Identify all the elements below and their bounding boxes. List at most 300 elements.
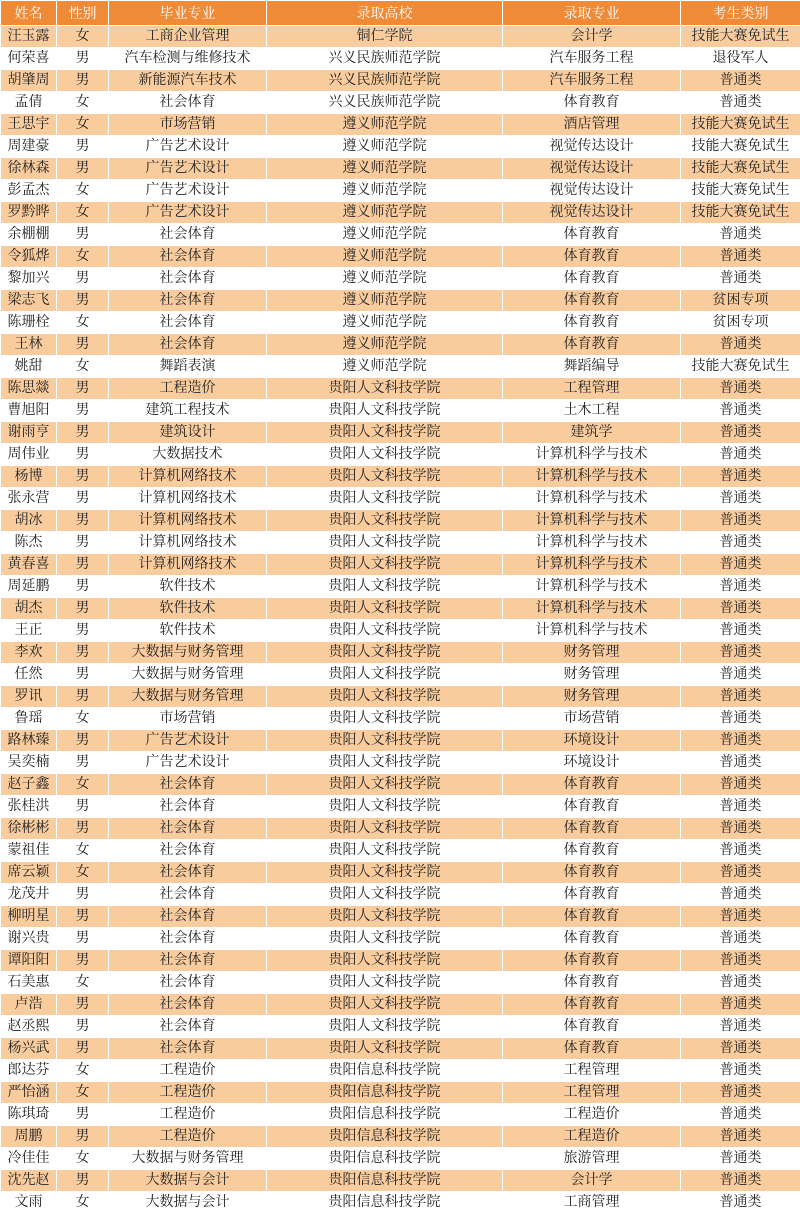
cell-admitted-major: 舞蹈编导 (503, 356, 681, 378)
cell-name: 沈先赵 (1, 1170, 57, 1192)
table-row (1, 1060, 800, 1082)
cell-admitted-major: 视觉传达设计 (503, 136, 681, 158)
cell-admitted-university: 遵义师范学院 (267, 202, 503, 224)
cell-candidate-category: 普通类 (681, 884, 800, 906)
cell-admitted-university: 贵阳人文科技学院 (267, 422, 503, 444)
cell-candidate-category: 普通类 (681, 906, 800, 928)
table-row (1, 400, 800, 422)
cell-graduation-major: 市场营销 (109, 114, 267, 136)
cell-name: 严怡涵 (1, 1082, 57, 1104)
cell-candidate-category: 普通类 (681, 950, 800, 972)
cell-graduation-major: 计算机网络技术 (109, 510, 267, 532)
cell-admitted-university: 贵阳人文科技学院 (267, 1016, 503, 1038)
cell-admitted-university: 遵义师范学院 (267, 224, 503, 246)
cell-admitted-university: 贵阳人文科技学院 (267, 620, 503, 642)
cell-admitted-university: 遵义师范学院 (267, 114, 503, 136)
cell-candidate-category: 技能大赛免试生 (681, 114, 800, 136)
cell-gender: 女 (57, 862, 109, 884)
cell-admitted-major: 工商管理 (503, 1192, 681, 1214)
cell-admitted-major: 计算机科学与技术 (503, 444, 681, 466)
cell-admitted-university: 贵阳人文科技学院 (267, 466, 503, 488)
header-row (1, 1, 800, 26)
cell-admitted-major: 体育教育 (503, 972, 681, 994)
cell-admitted-major: 会计学 (503, 1170, 681, 1192)
cell-admitted-university: 遵义师范学院 (267, 136, 503, 158)
table-row (1, 972, 800, 994)
cell-graduation-major: 社会体育 (109, 906, 267, 928)
cell-graduation-major: 社会体育 (109, 774, 267, 796)
cell-name: 文雨 (1, 1192, 57, 1214)
cell-candidate-category: 普通类 (681, 466, 800, 488)
table-row (1, 488, 800, 510)
cell-name: 周建豪 (1, 136, 57, 158)
cell-gender: 男 (57, 554, 109, 576)
cell-gender: 男 (57, 466, 109, 488)
cell-admitted-university: 贵阳人文科技学院 (267, 708, 503, 730)
cell-name: 胡肇周 (1, 70, 57, 92)
cell-gender: 女 (57, 26, 109, 48)
cell-admitted-university: 遵义师范学院 (267, 312, 503, 334)
cell-admitted-university: 贵阳人文科技学院 (267, 378, 503, 400)
cell-graduation-major: 计算机网络技术 (109, 488, 267, 510)
cell-admitted-major: 体育教育 (503, 312, 681, 334)
cell-gender: 男 (57, 620, 109, 642)
cell-admitted-university: 贵阳人文科技学院 (267, 400, 503, 422)
cell-graduation-major: 新能源汽车技术 (109, 70, 267, 92)
cell-admitted-major: 财务管理 (503, 664, 681, 686)
cell-graduation-major: 建筑工程技术 (109, 400, 267, 422)
cell-admitted-major: 工程管理 (503, 1082, 681, 1104)
cell-candidate-category: 普通类 (681, 752, 800, 774)
cell-name: 龙茂井 (1, 884, 57, 906)
table-row (1, 884, 800, 906)
cell-admitted-major: 旅游管理 (503, 1148, 681, 1170)
cell-graduation-major: 大数据与财务管理 (109, 664, 267, 686)
cell-admitted-major: 视觉传达设计 (503, 180, 681, 202)
table-row (1, 620, 800, 642)
cell-name: 柳明星 (1, 906, 57, 928)
cell-candidate-category: 普通类 (681, 246, 800, 268)
table-row (1, 1126, 800, 1148)
cell-name: 何荣喜 (1, 48, 57, 70)
cell-graduation-major: 广告艺术设计 (109, 202, 267, 224)
cell-admitted-university: 贵阳人文科技学院 (267, 818, 503, 840)
cell-admitted-major: 建筑学 (503, 422, 681, 444)
cell-candidate-category: 普通类 (681, 774, 800, 796)
cell-gender: 女 (57, 1192, 109, 1214)
header-admitted-major: 录取专业 (503, 1, 681, 26)
header-name: 姓名 (1, 1, 57, 26)
cell-name: 陈杰 (1, 532, 57, 554)
cell-admitted-major: 计算机科学与技术 (503, 466, 681, 488)
table-row (1, 422, 800, 444)
cell-admitted-university: 贵阳人文科技学院 (267, 664, 503, 686)
cell-admitted-major: 计算机科学与技术 (503, 576, 681, 598)
cell-graduation-major: 广告艺术设计 (109, 180, 267, 202)
cell-name: 王林 (1, 334, 57, 356)
cell-graduation-major: 工程造价 (109, 1082, 267, 1104)
cell-name: 梁志飞 (1, 290, 57, 312)
cell-candidate-category: 普通类 (681, 928, 800, 950)
cell-candidate-category: 普通类 (681, 422, 800, 444)
cell-gender: 男 (57, 906, 109, 928)
cell-candidate-category: 普通类 (681, 994, 800, 1016)
cell-admitted-university: 贵阳人文科技学院 (267, 642, 503, 664)
cell-name: 郎达芬 (1, 1060, 57, 1082)
cell-graduation-major: 建筑设计 (109, 422, 267, 444)
cell-graduation-major: 工程造价 (109, 1060, 267, 1082)
cell-admitted-university: 贵阳人文科技学院 (267, 532, 503, 554)
table-row (1, 356, 800, 378)
cell-candidate-category: 普通类 (681, 70, 800, 92)
cell-gender: 男 (57, 1104, 109, 1126)
cell-name: 姚甜 (1, 356, 57, 378)
cell-admitted-university: 贵阳信息科技学院 (267, 1126, 503, 1148)
table-row (1, 510, 800, 532)
cell-gender: 男 (57, 576, 109, 598)
cell-gender: 男 (57, 598, 109, 620)
cell-admitted-major: 计算机科学与技术 (503, 554, 681, 576)
cell-graduation-major: 社会体育 (109, 950, 267, 972)
cell-candidate-category: 普通类 (681, 862, 800, 884)
cell-graduation-major: 大数据与财务管理 (109, 642, 267, 664)
cell-gender: 女 (57, 1060, 109, 1082)
table-body (1, 26, 800, 1214)
cell-admitted-university: 贵阳人文科技学院 (267, 972, 503, 994)
cell-gender: 男 (57, 928, 109, 950)
cell-candidate-category: 普通类 (681, 510, 800, 532)
cell-admitted-university: 贵阳人文科技学院 (267, 598, 503, 620)
header-gender: 性别 (57, 1, 109, 26)
table-row (1, 576, 800, 598)
cell-admitted-major: 工程管理 (503, 378, 681, 400)
table-row (1, 840, 800, 862)
cell-admitted-major: 计算机科学与技术 (503, 488, 681, 510)
cell-candidate-category: 普通类 (681, 576, 800, 598)
cell-admitted-major: 体育教育 (503, 884, 681, 906)
cell-gender: 女 (57, 180, 109, 202)
cell-candidate-category: 普通类 (681, 1170, 800, 1192)
cell-admitted-major: 体育教育 (503, 92, 681, 114)
cell-gender: 男 (57, 752, 109, 774)
cell-name: 杨兴武 (1, 1038, 57, 1060)
table-row (1, 752, 800, 774)
cell-admitted-university: 贵阳人文科技学院 (267, 1038, 503, 1060)
cell-gender: 男 (57, 290, 109, 312)
cell-candidate-category: 普通类 (681, 730, 800, 752)
cell-graduation-major: 计算机网络技术 (109, 532, 267, 554)
cell-graduation-major: 大数据与财务管理 (109, 686, 267, 708)
cell-admitted-university: 遵义师范学院 (267, 290, 503, 312)
cell-candidate-category: 技能大赛免试生 (681, 158, 800, 180)
table-header (1, 1, 800, 26)
cell-name: 任然 (1, 664, 57, 686)
cell-name: 彭孟杰 (1, 180, 57, 202)
table-row (1, 70, 800, 92)
table-row (1, 664, 800, 686)
cell-gender: 女 (57, 356, 109, 378)
table-row (1, 862, 800, 884)
cell-candidate-category: 普通类 (681, 972, 800, 994)
cell-candidate-category: 贫困专项 (681, 290, 800, 312)
cell-candidate-category: 普通类 (681, 334, 800, 356)
header-admitted-university: 录取高校 (267, 1, 503, 26)
table-row (1, 466, 800, 488)
cell-graduation-major: 软件技术 (109, 576, 267, 598)
cell-gender: 男 (57, 1038, 109, 1060)
cell-candidate-category: 退役军人 (681, 48, 800, 70)
cell-name: 杨博 (1, 466, 57, 488)
cell-admitted-university: 兴义民族师范学院 (267, 70, 503, 92)
cell-candidate-category: 普通类 (681, 444, 800, 466)
cell-admitted-university: 贵阳人文科技学院 (267, 928, 503, 950)
cell-candidate-category: 普通类 (681, 1060, 800, 1082)
cell-admitted-major: 会计学 (503, 26, 681, 48)
cell-name: 石美惠 (1, 972, 57, 994)
cell-admitted-university: 贵阳人文科技学院 (267, 884, 503, 906)
cell-admitted-major: 环境设计 (503, 752, 681, 774)
table-row (1, 114, 800, 136)
cell-admitted-major: 体育教育 (503, 290, 681, 312)
cell-gender: 女 (57, 840, 109, 862)
cell-gender: 女 (57, 1148, 109, 1170)
cell-admitted-university: 贵阳人文科技学院 (267, 554, 503, 576)
cell-graduation-major: 社会体育 (109, 246, 267, 268)
cell-candidate-category: 技能大赛免试生 (681, 136, 800, 158)
cell-graduation-major: 广告艺术设计 (109, 158, 267, 180)
cell-candidate-category: 普通类 (681, 598, 800, 620)
cell-graduation-major: 软件技术 (109, 598, 267, 620)
cell-admitted-major: 体育教育 (503, 774, 681, 796)
cell-candidate-category: 普通类 (681, 224, 800, 246)
cell-candidate-category: 贫困专项 (681, 312, 800, 334)
cell-name: 冷佳佳 (1, 1148, 57, 1170)
cell-admitted-major: 体育教育 (503, 950, 681, 972)
cell-gender: 男 (57, 664, 109, 686)
cell-gender: 男 (57, 334, 109, 356)
cell-graduation-major: 舞蹈表演 (109, 356, 267, 378)
cell-admitted-university: 贵阳人文科技学院 (267, 862, 503, 884)
cell-gender: 男 (57, 796, 109, 818)
cell-candidate-category: 普通类 (681, 1082, 800, 1104)
table-row (1, 686, 800, 708)
cell-name: 陈琪琦 (1, 1104, 57, 1126)
cell-gender: 男 (57, 730, 109, 752)
cell-name: 孟倩 (1, 92, 57, 114)
cell-candidate-category: 普通类 (681, 1126, 800, 1148)
cell-admitted-major: 体育教育 (503, 862, 681, 884)
cell-gender: 女 (57, 202, 109, 224)
table-row (1, 158, 800, 180)
cell-graduation-major: 大数据与财务管理 (109, 1148, 267, 1170)
cell-name: 席云颖 (1, 862, 57, 884)
cell-candidate-category: 普通类 (681, 708, 800, 730)
cell-graduation-major: 社会体育 (109, 268, 267, 290)
cell-name: 张桂洪 (1, 796, 57, 818)
cell-gender: 男 (57, 1126, 109, 1148)
cell-candidate-category: 技能大赛免试生 (681, 356, 800, 378)
cell-gender: 男 (57, 444, 109, 466)
cell-admitted-major: 体育教育 (503, 246, 681, 268)
header-candidate-category: 考生类别 (681, 1, 800, 26)
cell-admitted-major: 体育教育 (503, 994, 681, 1016)
cell-name: 路林臻 (1, 730, 57, 752)
cell-candidate-category: 普通类 (681, 1038, 800, 1060)
cell-admitted-major: 汽车服务工程 (503, 70, 681, 92)
cell-candidate-category: 普通类 (681, 92, 800, 114)
table-row (1, 26, 800, 48)
cell-gender: 女 (57, 774, 109, 796)
cell-candidate-category: 普通类 (681, 1148, 800, 1170)
cell-graduation-major: 社会体育 (109, 994, 267, 1016)
table-row (1, 378, 800, 400)
cell-candidate-category: 普通类 (681, 400, 800, 422)
table-row (1, 202, 800, 224)
cell-graduation-major: 大数据与会计 (109, 1192, 267, 1214)
cell-graduation-major: 社会体育 (109, 840, 267, 862)
cell-admitted-major: 体育教育 (503, 906, 681, 928)
cell-gender: 男 (57, 158, 109, 180)
cell-name: 吴奕楠 (1, 752, 57, 774)
table-row (1, 1016, 800, 1038)
table-row (1, 334, 800, 356)
table-row (1, 554, 800, 576)
cell-graduation-major: 广告艺术设计 (109, 136, 267, 158)
cell-admitted-university: 贵阳信息科技学院 (267, 1060, 503, 1082)
cell-admitted-university: 贵阳人文科技学院 (267, 774, 503, 796)
cell-name: 汪玉露 (1, 26, 57, 48)
table-row (1, 1082, 800, 1104)
cell-name: 曹旭阳 (1, 400, 57, 422)
cell-name: 赵子鑫 (1, 774, 57, 796)
cell-admitted-university: 遵义师范学院 (267, 180, 503, 202)
cell-graduation-major: 社会体育 (109, 972, 267, 994)
cell-admitted-major: 市场营销 (503, 708, 681, 730)
cell-admitted-major: 体育教育 (503, 268, 681, 290)
table-row (1, 928, 800, 950)
table-row (1, 532, 800, 554)
cell-name: 罗黔晔 (1, 202, 57, 224)
cell-graduation-major: 工程造价 (109, 1104, 267, 1126)
cell-graduation-major: 社会体育 (109, 312, 267, 334)
cell-name: 蒙祖佳 (1, 840, 57, 862)
cell-admitted-university: 贵阳人文科技学院 (267, 576, 503, 598)
cell-admitted-major: 体育教育 (503, 1038, 681, 1060)
cell-admitted-major: 环境设计 (503, 730, 681, 752)
cell-name: 谭阳阳 (1, 950, 57, 972)
cell-name: 周延鹏 (1, 576, 57, 598)
cell-name: 徐彬彬 (1, 818, 57, 840)
table-row (1, 1170, 800, 1192)
table-row (1, 642, 800, 664)
cell-gender: 男 (57, 400, 109, 422)
cell-name: 周鹏 (1, 1126, 57, 1148)
cell-admitted-university: 贵阳信息科技学院 (267, 1104, 503, 1126)
cell-candidate-category: 普通类 (681, 554, 800, 576)
table-row (1, 290, 800, 312)
cell-admitted-university: 贵阳人文科技学院 (267, 796, 503, 818)
cell-admitted-university: 遵义师范学院 (267, 268, 503, 290)
cell-graduation-major: 社会体育 (109, 884, 267, 906)
cell-admitted-major: 计算机科学与技术 (503, 510, 681, 532)
cell-candidate-category: 技能大赛免试生 (681, 26, 800, 48)
cell-candidate-category: 普通类 (681, 664, 800, 686)
cell-admitted-university: 贵阳人文科技学院 (267, 906, 503, 928)
cell-gender: 男 (57, 422, 109, 444)
cell-gender: 男 (57, 994, 109, 1016)
table-row (1, 906, 800, 928)
cell-graduation-major: 工商企业管理 (109, 26, 267, 48)
cell-candidate-category: 普通类 (681, 378, 800, 400)
table-row (1, 180, 800, 202)
cell-candidate-category: 普通类 (681, 1192, 800, 1214)
cell-admitted-university: 贵阳人文科技学院 (267, 752, 503, 774)
cell-admitted-major: 体育教育 (503, 224, 681, 246)
cell-admitted-university: 贵阳人文科技学院 (267, 840, 503, 862)
cell-admitted-major: 视觉传达设计 (503, 202, 681, 224)
table-row (1, 1192, 800, 1214)
cell-candidate-category: 普通类 (681, 642, 800, 664)
cell-graduation-major: 工程造价 (109, 378, 267, 400)
header-graduation-major: 毕业专业 (109, 1, 267, 26)
cell-gender: 男 (57, 268, 109, 290)
cell-graduation-major: 市场营销 (109, 708, 267, 730)
cell-gender: 男 (57, 818, 109, 840)
cell-admitted-major: 体育教育 (503, 796, 681, 818)
table-row (1, 796, 800, 818)
cell-candidate-category: 普通类 (681, 686, 800, 708)
cell-admitted-major: 计算机科学与技术 (503, 598, 681, 620)
cell-admitted-major: 体育教育 (503, 334, 681, 356)
cell-graduation-major: 软件技术 (109, 620, 267, 642)
cell-gender: 男 (57, 1016, 109, 1038)
cell-admitted-university: 贵阳信息科技学院 (267, 1170, 503, 1192)
cell-admitted-university: 贵阳人文科技学院 (267, 730, 503, 752)
cell-admitted-major: 汽车服务工程 (503, 48, 681, 70)
cell-graduation-major: 社会体育 (109, 92, 267, 114)
cell-gender: 男 (57, 224, 109, 246)
cell-admitted-major: 工程管理 (503, 1060, 681, 1082)
cell-candidate-category: 技能大赛免试生 (681, 180, 800, 202)
table-row (1, 136, 800, 158)
cell-admitted-major: 计算机科学与技术 (503, 532, 681, 554)
cell-admitted-major: 计算机科学与技术 (503, 620, 681, 642)
table-row (1, 312, 800, 334)
cell-graduation-major: 社会体育 (109, 862, 267, 884)
cell-graduation-major: 大数据与会计 (109, 1170, 267, 1192)
cell-admitted-university: 贵阳人文科技学院 (267, 488, 503, 510)
table-row (1, 444, 800, 466)
table-row (1, 598, 800, 620)
table-row (1, 708, 800, 730)
cell-admitted-university: 贵阳信息科技学院 (267, 1082, 503, 1104)
cell-name: 余棚棚 (1, 224, 57, 246)
cell-candidate-category: 普通类 (681, 532, 800, 554)
table-row (1, 1148, 800, 1170)
cell-admitted-university: 贵阳人文科技学院 (267, 686, 503, 708)
cell-candidate-category: 普通类 (681, 1016, 800, 1038)
cell-graduation-major: 社会体育 (109, 334, 267, 356)
cell-admitted-university: 贵阳信息科技学院 (267, 1148, 503, 1170)
cell-admitted-university: 贵阳人文科技学院 (267, 994, 503, 1016)
cell-graduation-major: 计算机网络技术 (109, 554, 267, 576)
cell-admitted-major: 视觉传达设计 (503, 158, 681, 180)
cell-graduation-major: 社会体育 (109, 224, 267, 246)
cell-name: 令狐烨 (1, 246, 57, 268)
cell-gender: 女 (57, 972, 109, 994)
cell-admitted-major: 体育教育 (503, 928, 681, 950)
table-row (1, 268, 800, 290)
